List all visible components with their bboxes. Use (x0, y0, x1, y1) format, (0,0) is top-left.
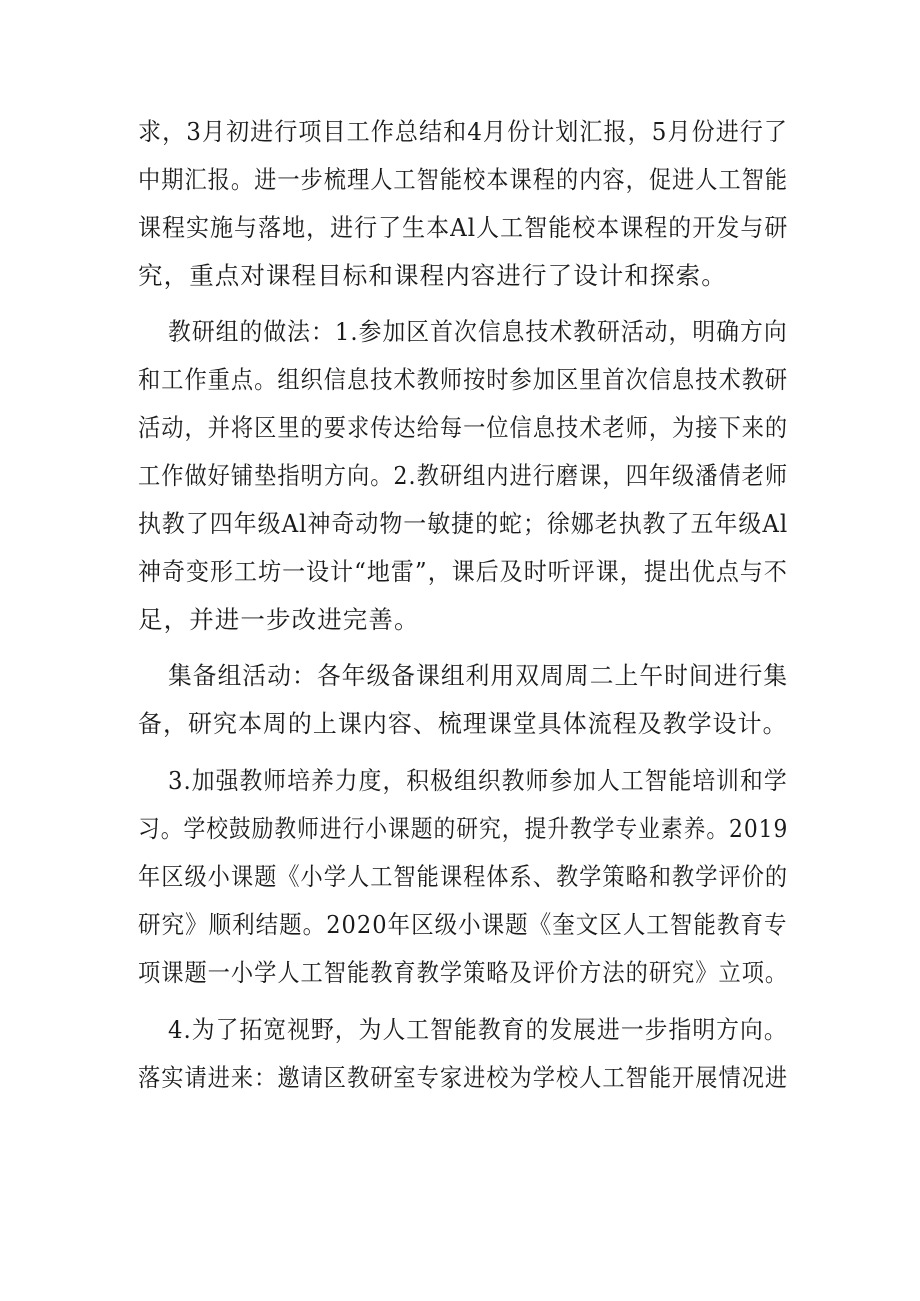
paragraph-2-line-6: 神奇变形工坊一设计“地雷”，课后及时听评课，提出优点与不 (138, 557, 788, 586)
paragraph-2-line-1: 教研组的做法：1.参加区首次信息技术教研活动，明确方向 (168, 317, 788, 346)
paragraph-3-line-1: 集备组活动：各年级备课组利用双周周二上午时间进行集 (168, 661, 789, 690)
paragraph-1-line-4: 究，重点对课程目标和课程内容进行了设计和探索。 (138, 261, 727, 290)
paragraph-4-line-4: 研究》顺利结题。2020年区级小课题《奎文区人工智能教育专 (138, 910, 788, 939)
paragraph-5-line-2: 落实请进来：邀请区教研室专家进校为学校人工智能开展情况进 (138, 1063, 789, 1092)
paragraph-2-line-3: 活动，并将区里的要求传达给每一位信息技术老师，为接下来的 (138, 413, 789, 442)
paragraph-2-line-2: 和工作重点。组织信息技术教师按时参加区里首次信息技术教研 (138, 365, 789, 394)
paragraph-4-line-2: 习。学校鼓励教师进行小课题的研究，提升教学专业素养。2019 (138, 814, 789, 843)
paragraph-1-line-3: 课程实施与落地，进行了生本Al人工智能校本课程的开发与研 (138, 213, 789, 242)
paragraph-4-line-5: 项课题一小学人工智能教育教学策略及评价方法的研究》立项。 (138, 958, 789, 987)
paragraph-1-line-1: 求，3月初进行项目工作总结和4月份计划汇报，5月份进行了 (138, 117, 789, 146)
paragraph-4-line-1: 3.加强教师培养力度，积极组织教师参加人工智能培训和学 (168, 766, 788, 795)
paragraph-2-line-4: 工作做好铺垫指明方向。2.教研组内进行磨课，四年级潘倩老师 (138, 461, 789, 490)
paragraph-2-line-5: 执教了四年级Al神奇动物一敏捷的蛇；徐娜老执教了五年级Al (138, 509, 789, 538)
paragraph-4-line-3: 年区级小课题《小学人工智能课程体系、教学策略和教学评价的 (138, 862, 789, 891)
paragraph-2-line-7: 足，并进一步改进完善。 (138, 605, 420, 634)
paragraph-3-line-2: 备，研究本周的上课内容、梳理课堂具体流程及教学设计。 (138, 709, 788, 738)
paragraph-1-line-2: 中期汇报。进一步梳理人工智能校本课程的内容，促进人工智能 (138, 165, 789, 194)
paragraph-5-line-1: 4.为了拓宽视野，为人工智能教育的发展进一步指明方向。 (168, 1015, 788, 1044)
